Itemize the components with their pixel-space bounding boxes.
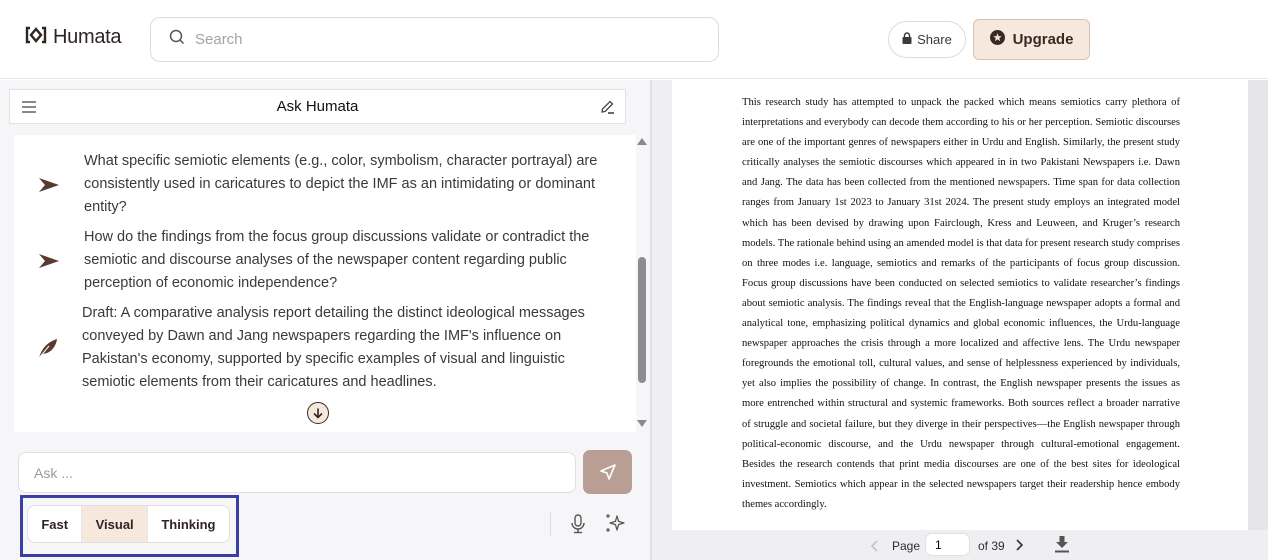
page-navigation: [652, 530, 1268, 560]
download-icon[interactable]: [1054, 535, 1070, 558]
hamburger-menu-icon[interactable]: [21, 100, 37, 119]
star-badge-icon: [990, 30, 1005, 49]
sparkle-icon[interactable]: [604, 512, 626, 539]
feather-icon: [14, 337, 82, 359]
previous-page-icon[interactable]: [870, 539, 878, 557]
chat-messages: [14, 135, 636, 432]
send-arrow-icon: [14, 177, 84, 193]
chat-panel: [0, 80, 650, 560]
scroll-up-arrow-icon[interactable]: [637, 138, 647, 145]
document-page: [672, 80, 1248, 530]
scroll-down-arrow-icon[interactable]: [637, 420, 647, 427]
suggested-question[interactable]: [14, 226, 614, 295]
suggested-question[interactable]: [14, 150, 614, 219]
mode-selector: [27, 505, 230, 543]
chat-header: [9, 89, 626, 124]
page-number-input[interactable]: [925, 533, 970, 556]
page-label: Page: [892, 539, 921, 553]
share-button[interactable]: [888, 21, 966, 58]
mode-visual[interactable]: Visual: [82, 506, 147, 542]
chat-scrollbar[interactable]: [636, 135, 648, 432]
scrollbar-thumb[interactable]: [638, 257, 646, 383]
total-pages: of 39: [978, 539, 1005, 553]
app-name: Humata: [53, 26, 122, 48]
viewer-scrollbar-track[interactable]: [1248, 80, 1268, 530]
ask-input[interactable]: [18, 452, 576, 493]
lock-icon: [902, 32, 912, 47]
next-page-icon[interactable]: [1016, 538, 1024, 556]
mode-thinking[interactable]: Thinking: [161, 516, 216, 532]
top-bar: [0, 0, 1268, 79]
send-arrow-icon: [14, 253, 84, 269]
mode-fast[interactable]: Fast: [28, 506, 82, 542]
chat-title: Ask Humata: [276, 98, 359, 115]
search-input[interactable]: [195, 31, 675, 48]
logo[interactable]: [25, 26, 121, 49]
scroll-to-bottom-button[interactable]: [307, 402, 329, 424]
message-text: What specific semiotic elements (e.g., color, symbolism, character portrayal) are consistently used in caricatures to depict the IMF as an intimidating or dominant entity?: [84, 153, 598, 215]
send-button[interactable]: [583, 450, 632, 494]
share-label: Share: [917, 32, 952, 47]
edit-pencil-icon[interactable]: [599, 99, 615, 120]
document-viewer: [652, 80, 1268, 560]
suggested-draft[interactable]: [14, 302, 614, 394]
humata-logo-icon: [25, 26, 47, 49]
search-icon: [169, 29, 185, 50]
upgrade-button[interactable]: [973, 19, 1090, 60]
paper-plane-icon: [599, 463, 617, 481]
upgrade-label: Upgrade: [1012, 31, 1074, 48]
microphone-icon[interactable]: [569, 514, 587, 539]
divider: [550, 512, 551, 536]
message-text: How do the findings from the focus group discussions validate or contradict the semiotic and discourse analyses of the newspaper content regarding public perception of economic independence?: [84, 229, 590, 291]
document-text: This research study has attempted to unpack the packed which means semiotics carry plethora of interpretations and everybody can decode them according to his or her perception. Semiotic discourses are one of the important genres of newspapers either in Urdu and English. Similarly, the present study critically analyses the semiotic discourses which appeared in in two Pakistani Newspapers i.e. Dawn and Jang. The data has been collected from the mentioned newspapers. Time span for data collection ranges from January 1st 2023 to January 31st 2024. The present study employs an integrated model which has been devised by drawing upon Fairclough, Kress and Leuween, and Kruger’s research models. The rationale behind using an amended model is that data for present research study comprises on three modes i.e. language, semiotics and remarks of the participants of focus group discussion. Focus group discussions have been conducted on selected semiotics to validate researcher’s findings about semiotic analysis. The findings reveal that the English-language newspaper adopts a formal and analytical tone, emphasizing political dynamics and global economic influences, the Urdu-language newspaper approaches the crisis through a more localized and affective lens. The Urdu newspaper foregrounds the emotional toll, cultural values, and sense of helplessness experienced by individuals, yet also implies the possibility of change. In contrast, the English newspaper presents the issues as more entrenched within structural and systemic frameworks. Both sources reflect a broader narrative of struggle and societal failure, but they diverge in their perspectives—the English newspaper through political-economic discourse, and the Urdu newspaper through cultural-emotional engagement. Besides the research contends that print media discourses are one of the best sites for ideological investment. Semiotics which appear in the selected newspapers target their readership hence embody themes accordingly.: [742, 97, 1180, 510]
message-text: Draft: A comparative analysis report detailing the distinct ideological messages conveyed by Dawn and Jang newspapers regarding the IMF's influence on Pakistan's economy, supported by specific examples of visual and linguistic semiotic elements from their caricatures and headlines.: [82, 305, 585, 390]
search-box[interactable]: [150, 17, 719, 62]
